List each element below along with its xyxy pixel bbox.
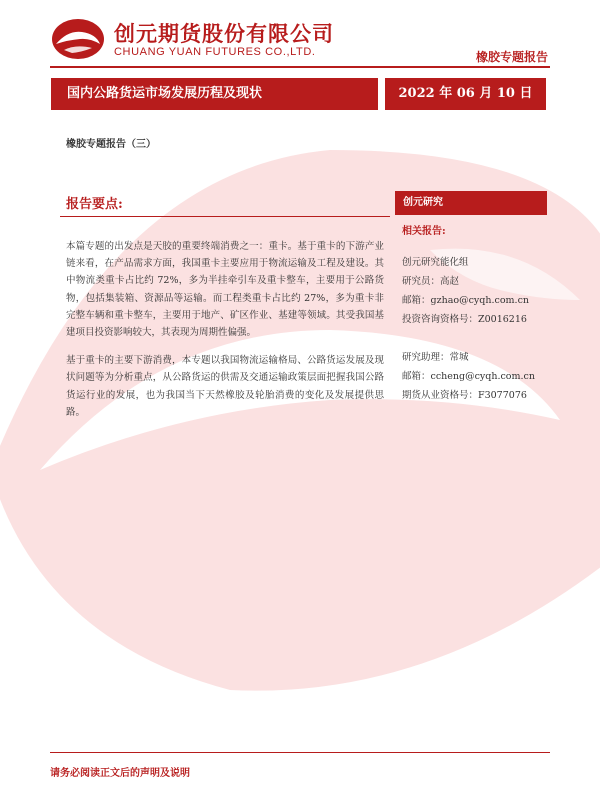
researcher-block	[402, 253, 552, 329]
company-name-en: CHUANG YUAN FUTURES CO.,LTD.	[114, 46, 316, 58]
summary-body	[66, 238, 384, 432]
research-group: 创元研究能化组	[402, 257, 469, 268]
summary-paragraph: 基于重卡的主要下游消费，本专题以我国物流运输格局、公路货运发展及现状问题等为分析重点，从公路货运的供需及交通运输政策层面把握我国公路货运行业的发展，也为我国当下天然橡胶及轮胎消费的变化及发展提供思路。	[66, 355, 384, 418]
assistant-email: 邮箱：ccheng@cyqh.com.cn	[402, 371, 535, 382]
related-reports-label: 相关报告:	[402, 226, 446, 237]
summary-heading: 报告要点:	[66, 197, 123, 212]
sidebar-header: 创元研究	[395, 191, 547, 215]
header-divider	[50, 66, 550, 68]
summary-divider	[60, 216, 390, 217]
company-logo	[50, 16, 340, 62]
summary-paragraph: 本篇专题的出发点是天胶的重要终端消费之一：重卡。基于重卡的下游产业链来看，在产品需求方面，我国重卡主要应用于物流运输及工程及建设。其中物流类重卡占比约 72%，多为半挂牵引车及重卡整车，主要用于公路货物，包括集装箱、资源品等运输。而工程类重卡占比约 27%，多为重卡非完整车辆和重卡整车，主要用于地产、矿区作业、基建等领域。其受我国基建项目投资影响较大，其表现为周期性偏强。	[66, 241, 384, 339]
report-date: 2022 年 06 月 10 日	[385, 78, 546, 110]
assistant-block	[402, 348, 552, 405]
series-label: 橡胶专题报告（三）	[66, 139, 156, 150]
report-type-label: 橡胶专题报告	[475, 50, 548, 64]
company-name-cn: 创元期货股份有限公司	[114, 22, 334, 46]
researcher-email: 邮箱：gzhao@cyqh.com.cn	[402, 295, 530, 306]
assistant-license: 期货从业资格号：F3077076	[402, 390, 527, 401]
researcher-license: 投资咨询资格号：Z0016216	[402, 314, 527, 325]
footer-divider	[50, 752, 550, 753]
report-title: 国内公路货运市场发展历程及现状	[51, 78, 378, 110]
assistant-name: 研究助理：常城	[402, 352, 469, 363]
company-emblem-icon	[50, 16, 106, 62]
researcher-name: 研究员：高赵	[402, 276, 460, 287]
footer-disclaimer: 请务必阅读正文后的声明及说明	[50, 768, 190, 779]
